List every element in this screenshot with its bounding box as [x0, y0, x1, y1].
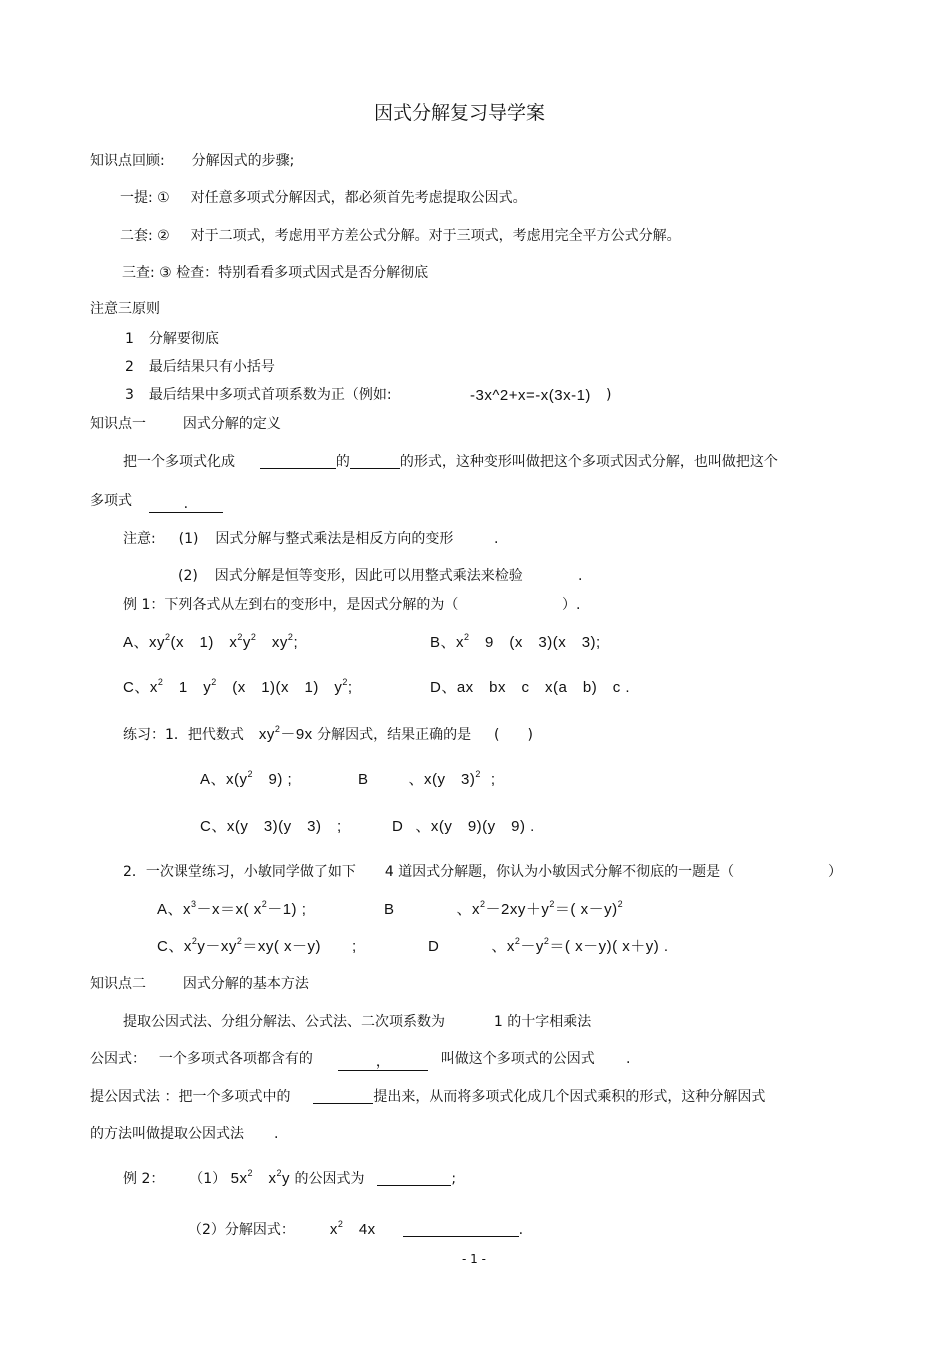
answer-blank[interactable]: [260, 453, 336, 469]
example-2-q2: （2）分解因式： $x^2$ 4x .: [188, 1219, 524, 1238]
exponent: 2: [247, 1168, 253, 1178]
common-factor-def: [90, 1050, 595, 1071]
blank-period: .: [183, 496, 189, 512]
example-1-option-a: A、$xy^2(x$ 1) $x^2y^2$ $xy^2$;: [123, 632, 299, 651]
page-title: 因式分解复习导学案: [374, 102, 546, 124]
definition-text: 的: [335, 454, 350, 470]
kp1-title: 因式分解的定义: [182, 416, 281, 432]
practice-1-option-d: D 、x(y 9)(y 9) .: [392, 818, 535, 835]
answer-blank[interactable]: [149, 497, 223, 513]
example-1-stem-end: ）.: [562, 597, 581, 613]
practice-1-option-c: C、x(y 3)(y 3) ;: [200, 818, 342, 835]
step-2-label: 二套: ②: [120, 228, 170, 244]
example-1-option-c: C、$x^2$ 1 $y^2$ (x 1)(x 1) $y^2$;: [123, 677, 353, 696]
exponent: 2: [287, 632, 294, 642]
extract-method-dot: .: [274, 1126, 279, 1142]
answer-blank[interactable]: [403, 1221, 519, 1237]
option-label: A、: [200, 771, 227, 788]
exponent: 2: [480, 899, 486, 909]
exponent: 2: [514, 936, 521, 946]
kp2-methods: [123, 1013, 591, 1031]
exponent: 2: [236, 936, 243, 946]
step-1-text: 对任意多项式分解因式，都必须首先考虑提取公因式。: [190, 190, 527, 206]
answer-blank[interactable]: [313, 1088, 373, 1104]
principle-item-3: [125, 386, 392, 404]
answer-blank[interactable]: [338, 1055, 428, 1071]
definition-label: 公因式：: [90, 1051, 146, 1067]
note-label: 注意:: [123, 531, 156, 547]
question-text: 2．一次课堂练习，小敏同学做了如下: [123, 864, 356, 880]
principle-number: 2: [125, 359, 134, 375]
exponent: 2: [342, 677, 348, 687]
principle-number: 3: [125, 387, 134, 403]
exponent: 2: [165, 632, 171, 642]
exponent: 2: [157, 677, 164, 687]
option-label: A、: [123, 634, 150, 651]
kp1-definition-cont: [90, 492, 223, 513]
exponent: 2: [464, 632, 470, 642]
example-1-option-d: D、ax bx c x(a b) c .: [430, 679, 631, 696]
step-3: 三查: ③ 检查：特别看看多项式因式是否分解彻底: [122, 265, 429, 281]
option-label: D: [428, 938, 440, 955]
answer-paren: ( ): [494, 727, 533, 743]
definition-text: 一个多项式各项都含有的: [158, 1051, 313, 1067]
practice-2-stem: [123, 863, 734, 881]
question-text: 分解因式，结果正确的是: [317, 727, 472, 743]
kp1-definition: [123, 453, 778, 471]
practice-1-option-b: B 、x(y 3)$^2$ ;: [358, 769, 496, 788]
principle-example-expr: -3x^2+x=-x(3x-1): [470, 387, 591, 404]
question-text: 练习：1．把代数式: [123, 727, 244, 743]
option-label: C、: [200, 818, 227, 835]
practice-2-option-d: D 、$x^2-y^2=$( x－y)( x＋y) .: [428, 936, 669, 955]
kp1-heading-line: [90, 415, 281, 433]
definition-label: 提公因式法 ：把一个多项式中的: [90, 1089, 291, 1105]
note-text: 因式分解与整式乘法是相反方向的变形: [215, 531, 454, 547]
exponent: 2: [237, 632, 243, 642]
principle-text: 最后结果中多项式首项系数为正（例如:: [148, 387, 392, 403]
exponent: 2: [617, 899, 624, 909]
question-text: 例 1：下列各式从左到右的变形中，是因式分解的为（: [123, 597, 459, 613]
exponent: 2: [276, 1168, 283, 1178]
exponent: 2: [549, 899, 555, 909]
exponent: 2: [191, 936, 198, 946]
principle-text: 最后结果只有小括号: [148, 359, 275, 375]
blank-comma: ，: [375, 1054, 390, 1070]
exponent: 2: [250, 632, 257, 642]
review-heading: 知识点回顾:: [90, 153, 165, 169]
principle-text: 分解要彻底: [148, 331, 219, 347]
question-text: 的公因式为: [294, 1171, 365, 1187]
note-number: (1): [178, 531, 199, 547]
kp1-heading: 知识点一: [90, 416, 146, 432]
exponent: 2: [211, 677, 217, 687]
common-factor-dot: .: [626, 1051, 631, 1067]
methods-text: 提取公因式法、分组分解法、公式法、二次项系数为: [123, 1014, 445, 1030]
review-text: 分解因式的步骤;: [191, 153, 295, 169]
principle-number: 1: [125, 331, 134, 347]
example-1-option-b: B、$x^2$ 9 (x 3)(x 3);: [430, 632, 601, 651]
exponent: 2: [543, 936, 550, 946]
extract-method-def: [90, 1088, 765, 1106]
question-text: 4 道因式分解题，你认为小敏因式分解不彻底的一题是（: [384, 864, 735, 880]
principle-item-1: [125, 330, 219, 348]
definition-text: 把一个多项式化成: [123, 454, 235, 470]
methods-text: 1 的十字相乘法: [493, 1014, 592, 1030]
option-label: D: [392, 818, 404, 835]
option-label: C、: [157, 938, 184, 955]
example-1-stem: [123, 596, 458, 614]
practice-1-stem: 练习：1．把代数式 $xy^2-9x$ 分解因式，结果正确的是 ( ): [123, 724, 533, 743]
answer-blank[interactable]: [350, 453, 400, 469]
definition-text: 的形式，这种变形叫做把这个多项式因式分解，也叫做把这个: [399, 454, 778, 470]
definition-text: 叫做这个多项式的公因式: [440, 1051, 595, 1067]
principles-heading: 注意三原则: [90, 301, 160, 317]
question-text: （2）分解因式：: [188, 1222, 295, 1238]
kp2-title: 因式分解的基本方法: [182, 976, 309, 992]
kp2-heading-line: [90, 975, 309, 993]
exponent: 2: [247, 769, 254, 779]
principle-item-2: [125, 358, 275, 376]
page-number: - 1 -: [462, 1252, 486, 1266]
step-1-label: 一提: ①: [120, 190, 170, 206]
step-1: [120, 189, 527, 207]
option-label: D、: [430, 679, 457, 696]
option-label: B: [384, 901, 395, 918]
example-2-q1: 例 2： （1） $5x^2$ $x^2y$ 的公因式为 ;: [123, 1168, 457, 1187]
exponent: 3: [191, 899, 197, 909]
note-text: 因式分解是恒等变形，因此可以用整式乘法来检验: [214, 568, 523, 584]
definition-text: 多项式: [90, 493, 132, 509]
step-2: [120, 227, 681, 245]
exponent: 2: [337, 1219, 344, 1229]
exponent: 2: [261, 899, 268, 909]
principle-close-paren: ): [606, 387, 612, 403]
note-1-dot: .: [494, 531, 499, 547]
practice-2-option-a: A、$x^3-x=x$( $x^2-1$) ;: [157, 899, 307, 918]
option-label: B、: [430, 634, 457, 651]
practice-2-option-c: C、$x^2y-xy^2=xy$( x－y) ;: [157, 936, 357, 955]
definition-text: 的方法叫做提取公因式法: [90, 1126, 244, 1142]
practice-2-option-b: B 、$x^2-2xy+y^2=$( x－y)$^2$: [384, 899, 624, 918]
answer-blank[interactable]: [377, 1170, 451, 1186]
review-heading-line: [90, 152, 294, 170]
note-2: [178, 567, 523, 585]
exponent: 2: [274, 724, 281, 734]
exponent: 2: [475, 769, 481, 779]
note-1: [123, 530, 453, 548]
option-label: A、: [157, 901, 184, 918]
question-number: （1）: [189, 1171, 227, 1187]
extract-method-def-cont: [90, 1125, 244, 1143]
example-label: 例 2：: [123, 1171, 165, 1187]
option-label: B: [358, 771, 369, 788]
note-number: (2): [178, 568, 198, 584]
option-label: C、: [123, 679, 150, 696]
note-2-dot: .: [578, 568, 583, 584]
practice-2-stem-end: ）: [828, 864, 842, 880]
definition-text: 提出来，从而将多项式化成几个因式乘积的形式，这种分解因式: [373, 1089, 766, 1105]
step-2-text: 对于二项式，考虑用平方差公式分解。对于三项式，考虑用完全平方公式分解。: [190, 228, 681, 244]
kp2-heading: 知识点二: [90, 976, 146, 992]
practice-1-option-a: A、$x(y^2$ 9) ;: [200, 769, 293, 788]
